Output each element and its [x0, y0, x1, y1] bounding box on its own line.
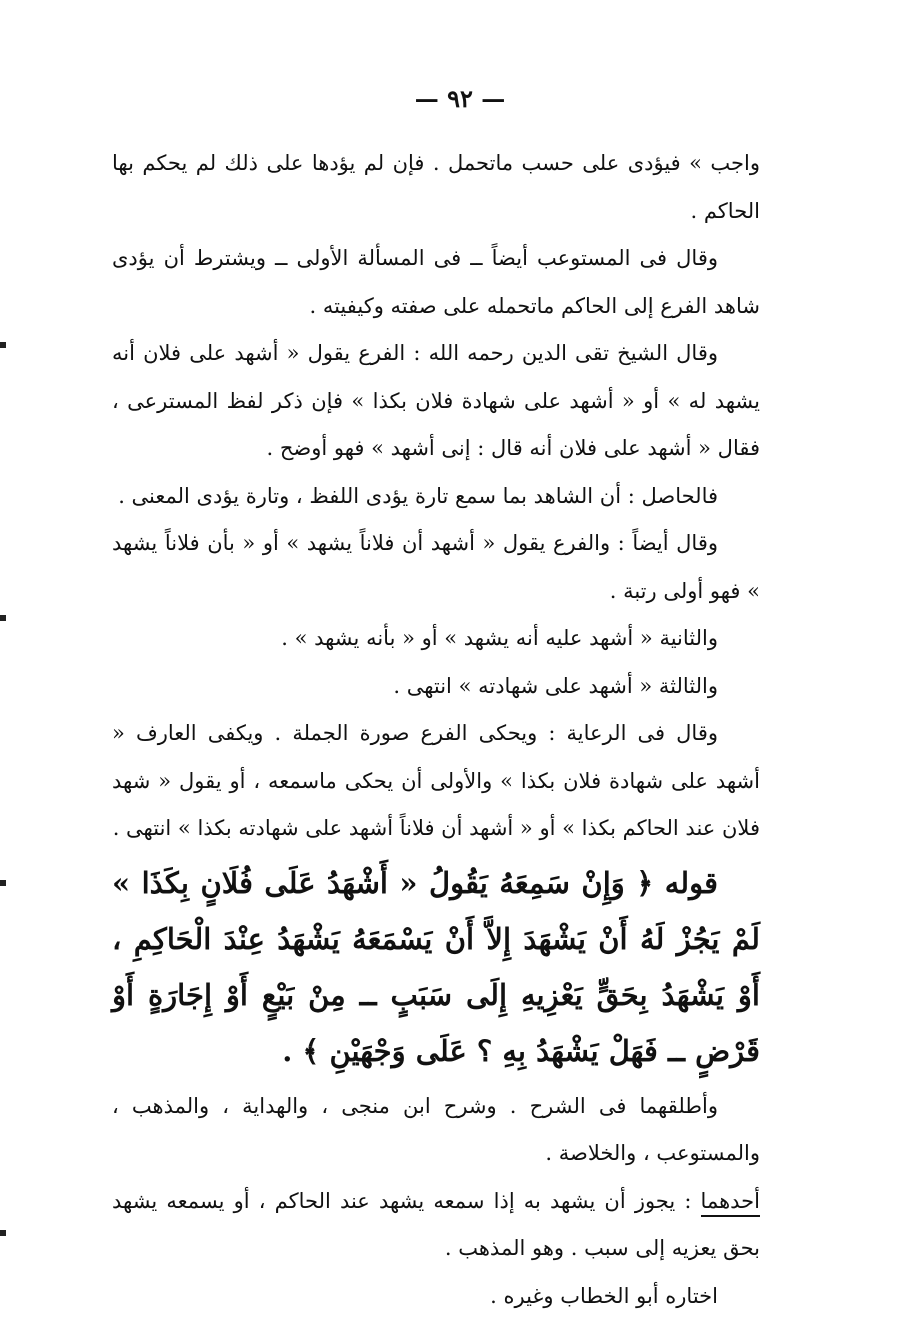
- ahaduhuma-text: : يجوز أن يشهد به إذا سمعه يشهد عند الحاكم ، أو يسمعه يشهد بحق يعزيه إلى سبب . وهو المذهب .: [112, 1188, 760, 1260]
- ahaduhuma-paragraph: [112, 1178, 760, 1273]
- paragraph: وقال فى الرعاية : ويحكى الفرع صورة الجملة . ويكفى العارف « أشهد على شهادة فلان بكذا » والأولى أن يحكى ماسمعه ، أو يقول « شهد فلان عند الحاكم بكذا » أو « أشهد أن فلاناً أشهد على شهادته بكذا » انتهى .: [112, 721, 760, 840]
- paragraph: والثالثة « أشهد على شهادته » انتهى .: [393, 673, 718, 698]
- paragraph: وقال الشيخ تقى الدين رحمه الله : الفرع يقول « أشهد على فلان أنه يشهد له » أو « أشهد على شهادة فلان بكذا » فإن ذكر لفظ المسترعى ، فقال « أشهد على فلان أنه قال : إنى أشهد » فهو أوضح .: [112, 341, 760, 460]
- paragraph: والثانية « أشهد عليه أنه يشهد » أو « بأنه يشهد » .: [281, 626, 718, 650]
- page-body: [112, 140, 760, 1320]
- paragraph: وقال فى المستوعب أيضاً ــ فى المسألة الأولى ــ ويشترط أن يؤدى شاهد الفرع إلى الحاكم ماتحمله على صفته وكيفيته .: [112, 246, 760, 318]
- scan-edge-mark: [0, 342, 6, 348]
- paragraph: واجب » فيؤدى على حسب ماتحمل . فإن لم يؤدها على ذلك لم يحكم بها الحاكم .: [112, 151, 760, 223]
- scan-edge-mark: [0, 880, 6, 886]
- ahaduhuma-label: أحدهما: [701, 1189, 760, 1217]
- paragraph: وقال أيضاً : والفرع يقول « أشهد أن فلاناً يشهد » أو « بأن فلاناً يشهد » فهو أولى رتبة .: [112, 531, 760, 603]
- paragraph: فالحاصل : أن الشاهد بما سمع تارة يؤدى اللفظ ، وتارة يؤدى المعنى .: [118, 483, 718, 508]
- quoted-matn: قوله ﴿ وَإِنْ سَمِعَهُ يَقُولُ « أَشْهَدُ عَلَى فُلَانٍ بِكَذَا » لَمْ يَجُزْ لَهُ أَنْ يَشْهَدَ إِلاَّ أَنْ يَسْمَعَهُ يَشْهَدُ عِنْدَ الْحَاكِمِ ، أَوْ يَشْهَدُ بِحَقٍّ يَعْزِيهِ إِلَى سَبَبٍ ــ مِنْ بَيْعٍ أَوْ إِجَارَةٍ أَوْ قَرْضٍ ــ فَهَلْ يَشْهَدُ بِهِ ؟ عَلَى وَجْهَيْنِ ﴾ .: [112, 865, 760, 1068]
- scan-edge-mark: [0, 615, 6, 621]
- paragraph: اختاره أبو الخطاب وغيره .: [490, 1283, 718, 1308]
- scan-edge-mark: [0, 1230, 6, 1236]
- page-number: — ٩٢ —: [414, 84, 506, 113]
- paragraph: وأطلقهما فى الشرح . وشرح ابن منجى ، والهداية ، والمذهب ، والمستوعب ، والخلاصة .: [112, 1093, 760, 1165]
